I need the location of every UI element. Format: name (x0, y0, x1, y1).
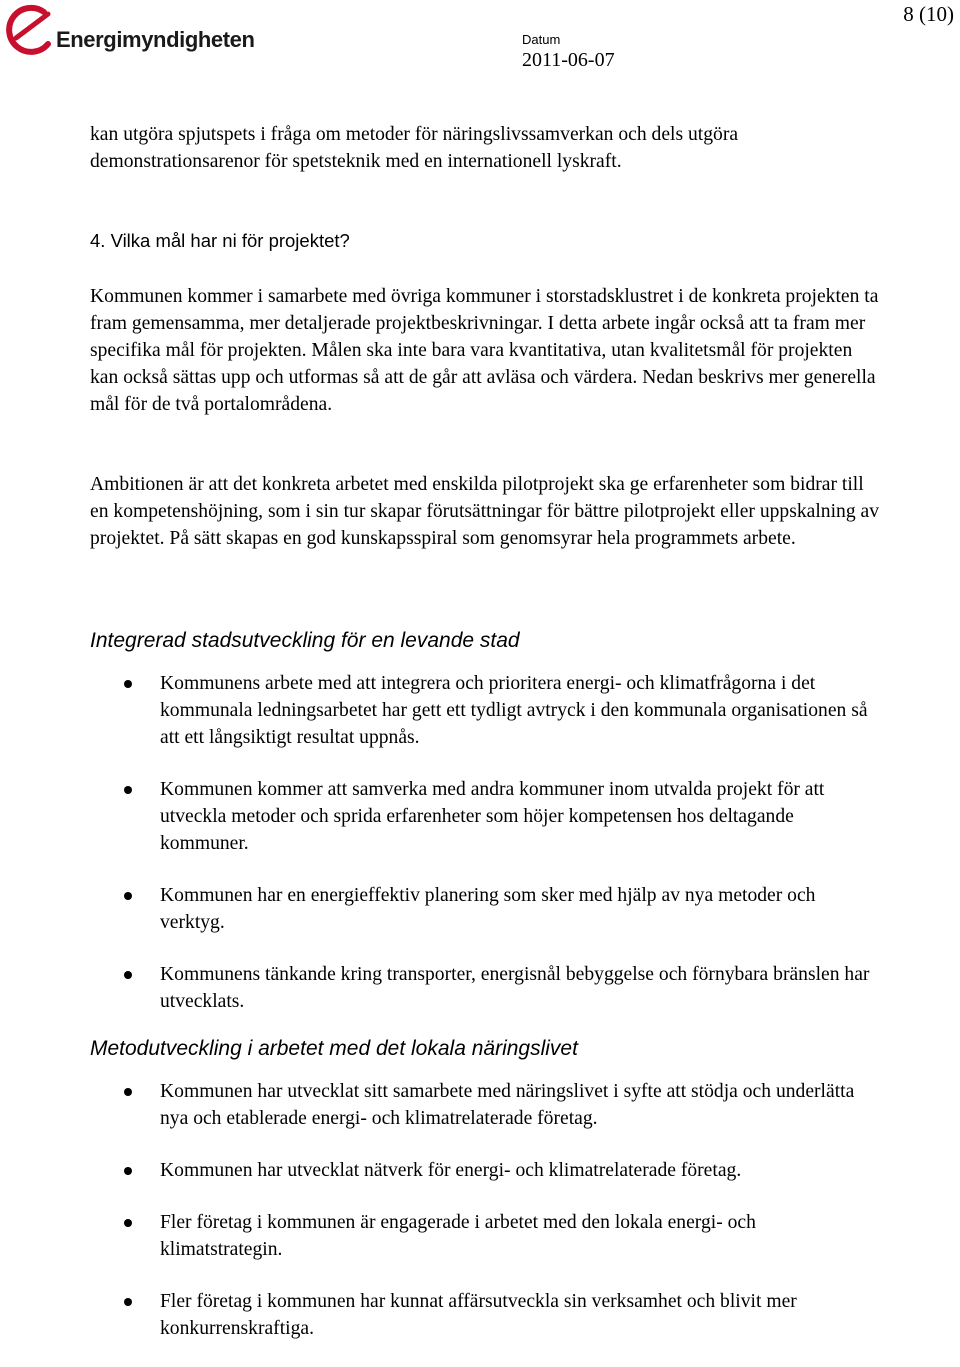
date-block (522, 33, 615, 72)
bullet-icon (124, 1167, 132, 1175)
logo-wordmark: Energimyndigheten (56, 27, 255, 52)
list-item: Kommunen har utvecklat sitt samarbete med näringslivet i syfte att stödja och underlätta nya och etablerade energi- och klimatrelaterade företag. (90, 1078, 880, 1132)
bullet-icon (124, 971, 132, 979)
bullet-icon (124, 1219, 132, 1227)
bullet-icon (124, 1298, 132, 1306)
section1-list (90, 670, 880, 1040)
list-item: Kommunens arbete med att integrera och prioritera energi- och klimatfrågorna i det kommunala ledningsarbetet har gett ett tydligt avtryck i den kommunala organisationen så att ett långsiktigt resultat uppnås. (90, 670, 880, 751)
goals-paragraph: Kommunen kommer i samarbete med övriga kommuner i storstadsklustret i de konkreta projekten ta fram gemensamma, mer detaljerade projektbeskrivningar. I detta arbete ingår också att ta fram mer specifika mål för projekten. Målen ska inte bara vara kvantitativa, utan kvalitetsmål för projekten kan också sättas upp och utformas så att de går att avläsa och värdera. Nedan beskrivs mer generella mål för de två portalområdena. (90, 286, 879, 415)
bullet-icon (124, 680, 132, 688)
bullet-icon (124, 786, 132, 794)
ambition-paragraph: Ambitionen är att det konkreta arbetet med enskilda pilotprojekt ska ge erfarenheter som bidrar till en kompetenshöjning, som i sin tur skapar förutsättningar för bättre pilotprojekt eller uppskalning av projektet. På sätt skapas en god kunskapsspiral som genomsyrar hela programmets arbete. (90, 474, 880, 549)
energimyndigheten-logo (4, 4, 255, 58)
list-item: Fler företag i kommunen är engagerade i arbetet med den lokala energi- och klimatstrategin. (90, 1209, 880, 1263)
list-item: Kommunens tänkande kring transporter, energisnål bebyggelse och förnybara bränslen har utvecklats. (90, 961, 880, 1015)
list-item: Fler företag i kommunen har kunnat affärsutveckla sin verksamhet och blivit mer konkurrenskraftiga. (90, 1288, 880, 1342)
bullet-icon (124, 892, 132, 900)
list-item: Kommunen kommer att samverka med andra kommuner inom utvalda projekt för att utveckla metoder och sprida erfarenheter som höjer kompetensen hos deltagande kommuner. (90, 776, 880, 857)
date-label: Datum (522, 32, 561, 47)
list-item: Kommunen har en energieffektiv planering som sker med hjälp av nya metoder och verktyg. (90, 882, 880, 936)
page-number: 8 (10) (903, 2, 954, 26)
question-heading: 4. Vilka mål har ni för projektet? (90, 230, 350, 251)
date-value: 2011-06-07 (522, 49, 615, 71)
section-heading-metodutveckling: Metodutveckling i arbetet med det lokala näringslivet (90, 1037, 578, 1060)
list-item: Kommunen har utvecklat nätverk för energi- och klimatrelaterade företag. (90, 1157, 880, 1184)
section-heading-integrerad: Integrerad stadsutveckling för en levande stad (90, 629, 520, 652)
section2-list (90, 1078, 880, 1367)
intro-paragraph: kan utgöra spjutspets i fråga om metoder för näringslivssamverkan och dels utgöra demonstrationsarenor för spetsteknik med en internationell lyskraft. (90, 124, 739, 172)
logo-mark-icon (4, 4, 58, 58)
bullet-icon (124, 1088, 132, 1096)
